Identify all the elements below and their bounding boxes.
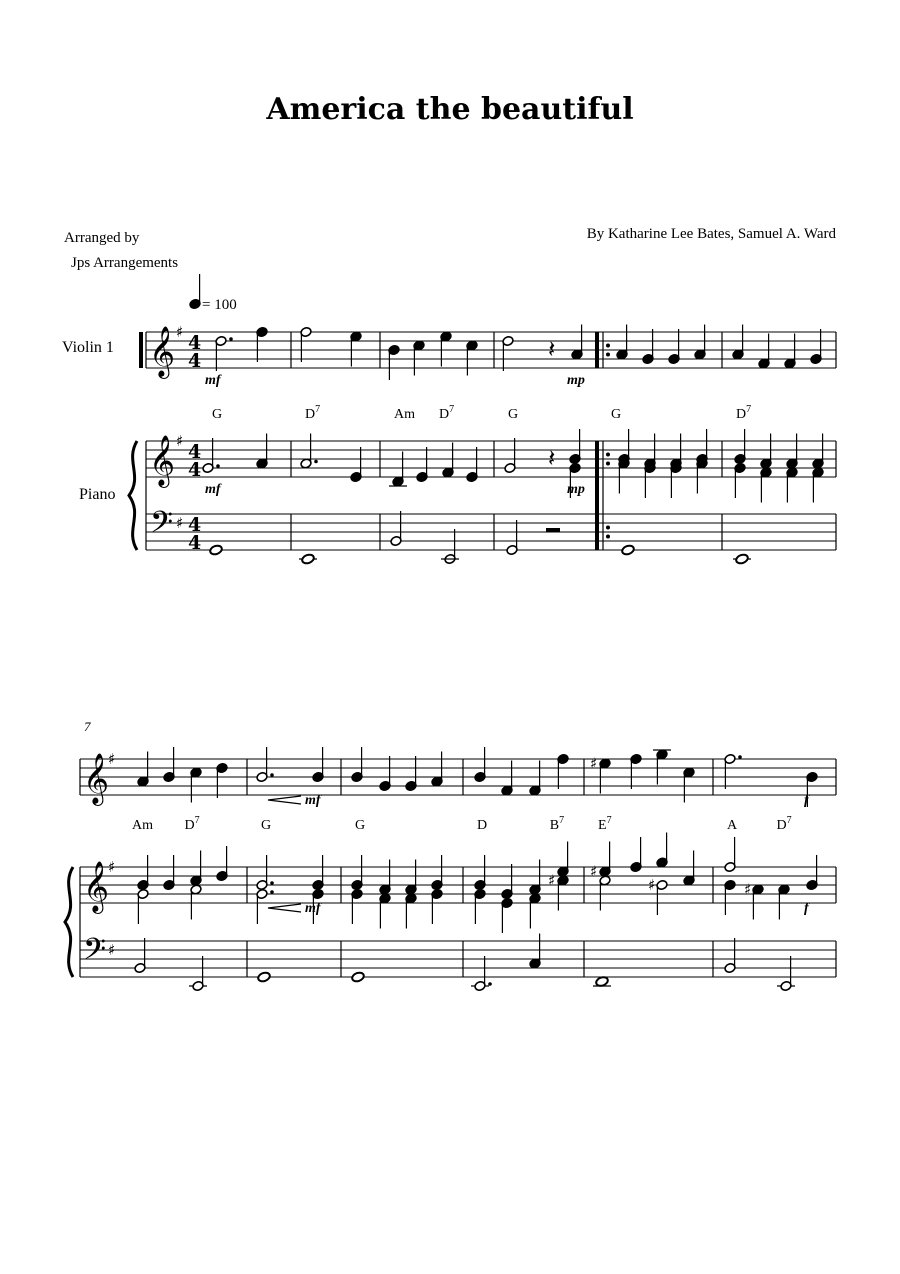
note-head <box>351 971 365 983</box>
chord-symbol: G <box>508 407 519 422</box>
chord-extension: 7 <box>449 404 455 415</box>
sharp-sign: ♯ <box>108 941 116 959</box>
composer-credit: By Katharine Lee Bates, Samuel A. Ward <box>586 226 836 242</box>
chord-symbol: D <box>477 818 488 833</box>
note-dot <box>314 460 318 464</box>
chord-symbol: Am <box>132 818 153 833</box>
arranger-line-2: Jps Arrangements <box>71 255 179 271</box>
treble-clef: 𝄞 <box>83 753 110 804</box>
time-signature-bottom: 4 <box>188 459 202 481</box>
chord-symbol: Am <box>394 407 415 422</box>
note-head <box>209 544 223 556</box>
chord-extension: 7 <box>746 404 752 415</box>
chord-symbol: $D^7$ <box>439 404 455 422</box>
sharp-sign: ♯ <box>108 858 116 876</box>
piano-brace <box>65 867 73 977</box>
measure-number: 7 <box>84 719 91 734</box>
dynamic-mark: mp <box>567 373 585 388</box>
chord-symbol: A <box>727 818 738 833</box>
dynamic-mark: mf <box>305 793 321 808</box>
chord-symbol: $D^7$ <box>184 815 200 833</box>
note-dot <box>270 890 274 894</box>
sharp-sign: ♯ <box>590 754 598 773</box>
sharp-sign: ♯ <box>548 871 556 890</box>
crescendo-hairpin <box>268 796 301 804</box>
note-head <box>257 971 271 983</box>
chord-symbol: G <box>212 407 223 422</box>
dynamic-mark: mf <box>205 482 221 497</box>
sharp-sign: ♯ <box>176 514 184 532</box>
note-dot <box>488 982 492 986</box>
repeat-dot <box>606 462 610 466</box>
note-dot <box>229 337 233 341</box>
sharp-sign: ♯ <box>744 880 752 899</box>
treble-clef: 𝄞 <box>149 435 176 486</box>
sharp-sign: ♯ <box>590 862 598 881</box>
note-dot <box>270 773 274 777</box>
repeat-dot <box>606 526 610 530</box>
time-signature-top: 4 <box>188 332 202 354</box>
quarter-rest: 𝄽 <box>548 444 556 472</box>
repeat-dot <box>606 535 610 539</box>
repeat-dot <box>606 353 610 357</box>
quarter-rest: 𝄽 <box>548 335 556 363</box>
time-signature-top: 4 <box>188 514 202 536</box>
sharp-sign: ♯ <box>176 323 184 341</box>
chord-symbol: G <box>611 407 622 422</box>
time-signature-bottom: 4 <box>188 532 202 554</box>
bass-clef: 𝄢 <box>150 506 174 547</box>
sharp-sign: ♯ <box>176 432 184 450</box>
note-head <box>621 544 635 556</box>
chord-extension: 7 <box>559 815 565 826</box>
repeat-dot <box>606 344 610 348</box>
dynamics <box>205 373 810 916</box>
chord-symbol: $E^7$ <box>598 815 612 833</box>
note-dot <box>216 464 220 468</box>
sharp-sign: ♯ <box>648 876 656 894</box>
dynamic-mark: mf <box>305 901 321 916</box>
note-dot <box>738 755 742 759</box>
time-signature-top: 4 <box>188 441 202 463</box>
note-head <box>735 553 749 565</box>
dynamic-mark: mp <box>567 482 585 497</box>
note-dot <box>270 881 274 885</box>
violin-instrument-label: Violin 1 <box>62 339 114 356</box>
tempo-mark: = 100 <box>202 297 237 313</box>
piano-brace <box>129 441 137 550</box>
chord-extension: 7 <box>194 815 200 826</box>
chord-symbol: G <box>261 818 272 833</box>
treble-clef: 𝄞 <box>149 326 176 377</box>
note-head <box>301 553 315 565</box>
dynamic-mark: f <box>804 901 809 916</box>
score-title: America the beautiful <box>266 92 634 127</box>
dynamic-mark: mf <box>205 373 221 388</box>
chord-extension: 7 <box>786 815 792 826</box>
arranger-line-1: Arranged by <box>64 230 140 246</box>
chord-symbol: $B^7$ <box>549 815 565 833</box>
dynamic-mark: f <box>804 793 809 808</box>
chord-extension: 7 <box>315 404 321 415</box>
chord-symbol: $D^7$ <box>736 404 752 422</box>
sharp-sign: ♯ <box>108 750 116 768</box>
chord-extension: 7 <box>606 815 612 826</box>
treble-clef: 𝄞 <box>83 861 110 912</box>
piano-instrument-label: Piano <box>79 486 116 503</box>
chord-symbol: G <box>355 818 366 833</box>
chord-symbol: $D^7$ <box>305 404 321 422</box>
half-rest <box>546 528 560 532</box>
repeat-dot <box>606 453 610 457</box>
bass-clef: 𝄢 <box>83 933 107 974</box>
time-signature-bottom: 4 <box>188 350 202 372</box>
chord-symbol: $D^7$ <box>776 815 792 833</box>
crescendo-hairpin <box>268 904 301 912</box>
